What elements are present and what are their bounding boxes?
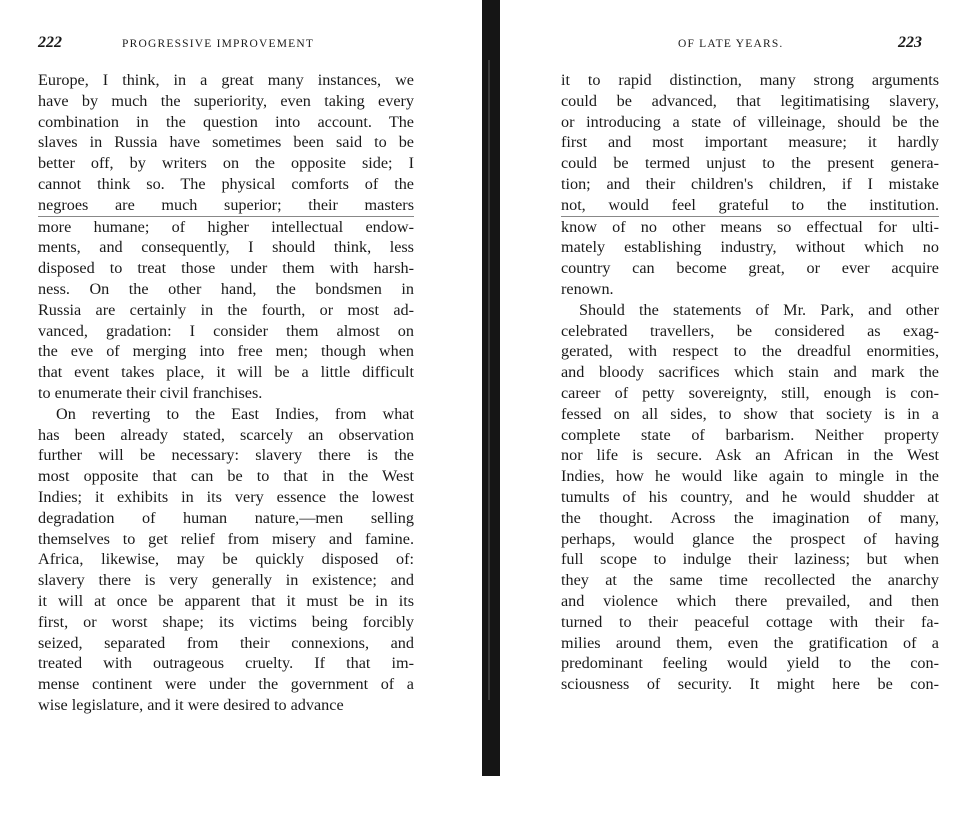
text-line: seized, separated from their connexions, and: [38, 633, 414, 652]
text-line: themselves to get relief from misery and famine.: [38, 529, 414, 548]
right-running-head: OF LATE YEARS.: [678, 38, 784, 50]
text-line: has been already stated, scarcely an observation: [38, 425, 414, 444]
text-line: renown.: [561, 279, 614, 298]
text-line: it to rapid distinction, many strong arguments: [561, 71, 939, 89]
text-line: not, would feel grateful to the institution.: [561, 195, 939, 217]
text-line: first, or worst shape; its victims being forcibly: [38, 612, 414, 631]
text-line: celebrated travellers, be considered as exag-: [561, 321, 939, 340]
text-line: tion; and their children's children, if I mistake: [561, 174, 939, 193]
text-line: tumults of his country, and he would shudder at: [561, 487, 939, 506]
text-line: full scope to indulge their laziness; but when: [561, 550, 939, 569]
text-line: combination in the question into account. The: [38, 112, 414, 131]
text-line: predominant feeling would yield to the con-: [561, 654, 939, 673]
text-line: could be termed unjust to the present genera-: [561, 154, 939, 173]
text-line: ments, and consequently, I should think, less: [38, 238, 414, 257]
text-line: that event takes place, it will be a little difficult: [38, 363, 414, 382]
text-line: first and most important measure; it hardly: [561, 133, 939, 152]
text-line: country can become great, or ever acquire: [561, 259, 939, 278]
right-page: [500, 0, 980, 818]
text-line: On reverting to the East Indies, from what: [56, 404, 414, 423]
left-running-head: PROGRESSIVE IMPROVEMENT: [122, 38, 315, 50]
text-line: Indies; it exhibits in its very essence the lowest: [38, 487, 414, 506]
text-line: to enumerate their civil franchises.: [38, 383, 263, 402]
text-line: sciousness of security. It might here be con-: [561, 675, 939, 694]
text-line: the eve of merging into free men; though when: [38, 342, 414, 361]
text-line: degradation of human nature,—men selling: [38, 508, 414, 527]
text-line: have by much the superiority, even taking every: [38, 91, 414, 110]
text-line: ness. On the other hand, the bondsmen in: [38, 279, 414, 298]
text-line: nor life is secure. Ask an African in the West: [561, 446, 939, 465]
text-line: Africa, likewise, may be quickly disposed of:: [38, 550, 414, 569]
text-line: slavery there is very generally in existence; and: [38, 571, 414, 590]
text-line: or introducing a state of villeinage, should be the: [561, 112, 939, 131]
text-line: milies around them, even the gratification of a: [561, 633, 939, 652]
text-line: Indies, how he would like again to mingle in the: [561, 467, 939, 486]
text-line: career of petty sovereignty, still, enough is con-: [561, 383, 939, 402]
text-line: gerated, with respect to the dreadful enormities,: [561, 342, 939, 361]
right-page-number: 223: [898, 34, 922, 51]
text-line: cannot think so. The physical comforts of the: [38, 174, 414, 193]
left-page-number: 222: [38, 34, 62, 51]
text-line: Should the statements of Mr. Park, and other: [579, 300, 939, 319]
text-line: it will at once be apparent that it must be in its: [38, 591, 414, 610]
text-line: further will be necessary: slavery there is the: [38, 446, 414, 465]
right-body-text: [561, 70, 939, 695]
text-line: most opposite that can be to that in the West: [38, 467, 414, 486]
book-gutter: [482, 0, 500, 776]
text-line: perhaps, would glance the prospect of having: [561, 529, 939, 548]
text-line: negroes are much superior; their masters: [38, 195, 414, 217]
text-line: complete state of barbarism. Neither property: [561, 425, 939, 444]
text-line: they at the same time recollected the anarchy: [561, 571, 939, 590]
text-line: the thought. Across the imagination of many,: [561, 508, 939, 527]
text-line: disposed to treat those under them with harsh-: [38, 259, 414, 278]
text-line: Europe, I think, in a great many instances, we: [38, 71, 414, 89]
text-line: could be advanced, that legitimatising slavery,: [561, 91, 939, 110]
text-line: mense continent were under the government of a: [38, 675, 414, 694]
text-line: know of no other means so effectual for ulti-: [561, 217, 939, 236]
text-line: and bloody sacrifices which stain and mark the: [561, 363, 939, 382]
text-line: more humane; of higher intellectual endow-: [38, 217, 414, 236]
text-line: slaves in Russia have sometimes been said to be: [38, 133, 414, 152]
text-line: Russia are certainly in the fourth, or most ad-: [38, 300, 414, 319]
text-line: treated with outrageous cruelty. If that im-: [38, 654, 414, 673]
text-line: and violence which there prevailed, and then: [561, 591, 939, 610]
text-line: turned to their peaceful cottage with their fa-: [561, 612, 939, 631]
left-body-text: [38, 70, 414, 716]
text-line: wise legislature, and it were desired to advance: [38, 695, 344, 714]
text-line: fessed on all sides, to show that society is in a: [561, 404, 939, 423]
left-page: [0, 0, 482, 818]
text-line: vanced, gradation: I consider them almost on: [38, 321, 414, 340]
text-line: mately establishing industry, without which no: [561, 238, 939, 257]
text-line: better off, by writers on the opposite side; I: [38, 154, 414, 173]
